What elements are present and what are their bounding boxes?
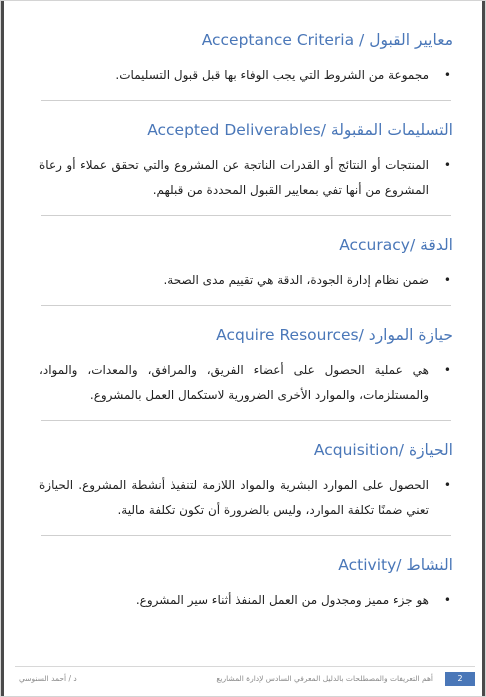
bullet-icon: • [443,158,451,172]
page-left-edge [1,1,4,696]
glossary-content [39,29,453,613]
glossary-entry-accuracy [39,234,453,293]
glossary-entry-acquisition [39,439,453,523]
entry-definition: • هو جزء مميز ومجدول من العمل المنفذ أثناء سير المشروع. [39,588,429,613]
entry-heading: الدقة /Accuracy [339,236,453,254]
entry-definition: • المنتجات أو النتائج أو القدرات الناتجة عن المشروع والتي تحقق عملاء أو رعاة المشروع من أنها تفي بمعايير القبول المحددة من قبلهم. [39,153,429,203]
bullet-icon: • [443,68,451,82]
section-divider [41,305,451,306]
entry-list [39,358,453,408]
entry-list [39,473,453,523]
page-footer [1,666,485,696]
footer-author: د / أحمد السنوسي [19,674,77,683]
bullet-icon: • [443,363,451,377]
entry-heading: الحيازة /Acquisition [313,441,453,459]
entry-heading: حيازة الموارد /Acquire Resources [216,326,453,344]
glossary-entry-acceptance-criteria [39,29,453,88]
section-divider [41,215,451,216]
glossary-entry-accepted-deliverables [39,119,453,203]
entry-definition: • الحصول على الموارد البشرية والمواد اللازمة لتنفيذ أنشطة المشروع. الحيازة تعني ضمنًا تكلفة الموارد، وليس بالضرورة أن تكون تكلفة مالية. [39,473,429,523]
entry-heading: النشاط /Activity [338,556,453,574]
entry-heading: التسليمات المقبولة /Accepted Deliverables [147,121,453,139]
glossary-entry-activity [39,554,453,613]
glossary-entry-acquire-resources [39,324,453,408]
entry-list [39,153,453,203]
footer-divider [15,666,475,667]
page-number-badge: 2 [445,672,475,686]
entry-heading: معايير القبول / Acceptance Criteria [201,31,453,49]
bullet-icon: • [443,593,451,607]
entry-list [39,588,453,613]
bullet-icon: • [443,273,451,287]
section-divider [41,100,451,101]
footer-book-title: أهم التعريفات والمصطلحات بالدليل المعرفي السادس لإدارة المشاريع [216,674,433,683]
section-divider [41,535,451,536]
entry-list [39,268,453,293]
page-right-edge [482,1,485,696]
entry-list [39,63,453,88]
bullet-icon: • [443,478,451,492]
section-divider [41,420,451,421]
entry-definition: • ضمن نظام إدارة الجودة، الدقة هي تقييم مدى الصحة. [39,268,429,293]
entry-definition: • هي عملية الحصول على أعضاء الفريق، والمرافق، والمعدات، والمواد، والمستلزمات، والموارد الأخرى الضرورية لاستكمال العمل بالمشروع. [39,358,429,408]
entry-definition: • مجموعة من الشروط التي يجب الوفاء بها قبل قبول التسليمات. [39,63,429,88]
